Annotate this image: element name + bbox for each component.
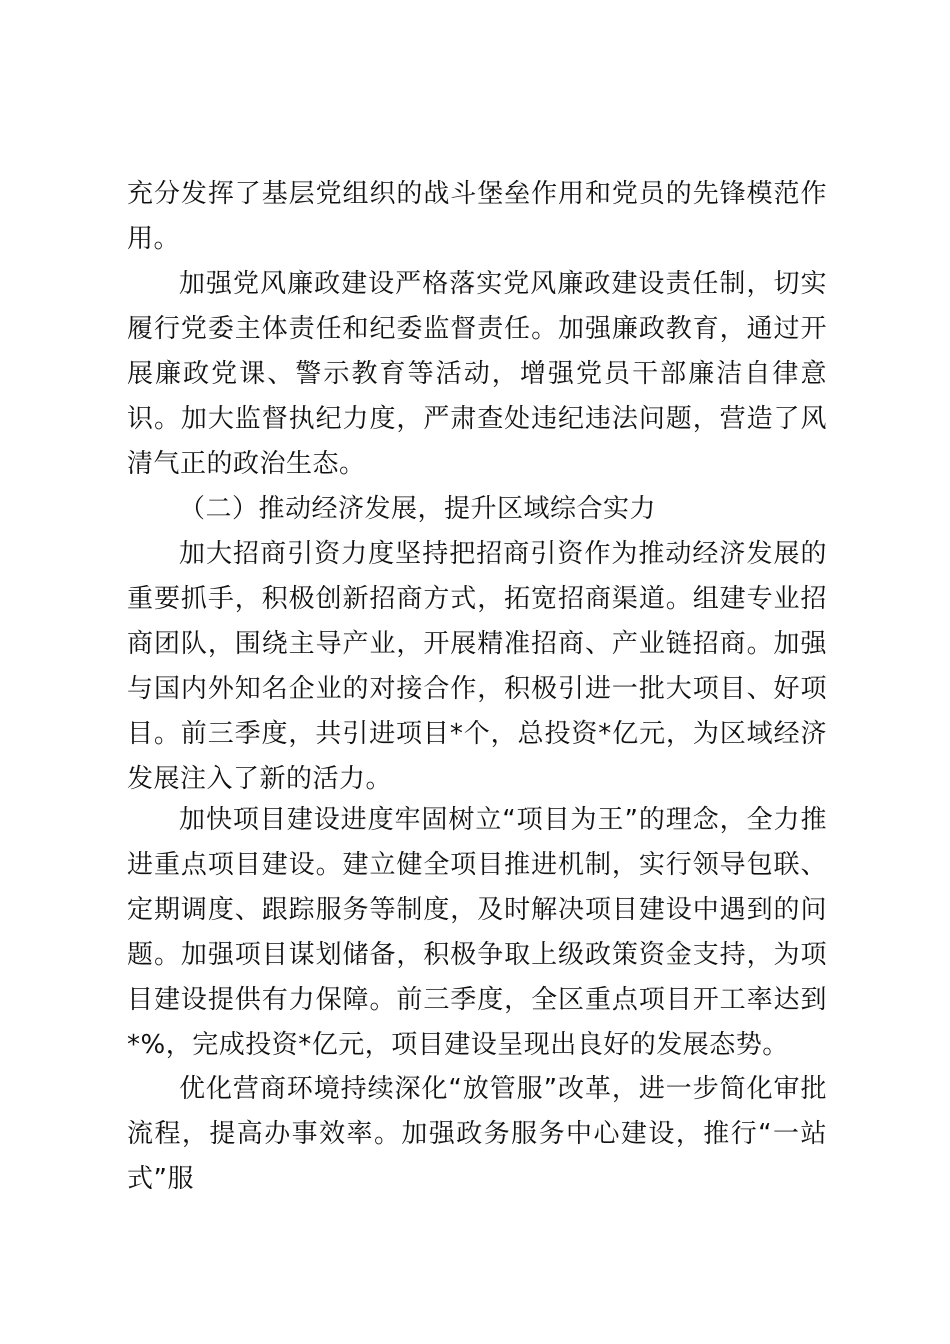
paragraph-business-environment: 优化营商环境持续深化“放管服”改革，进一步简化审批流程，提高办事效率。加强政务服务中心建设，推行“一站式”服 — [127, 1074, 827, 1194]
paragraph-continuation: 充分发挥了基层党组织的战斗堡垒作用和党员的先锋模范作用。 — [127, 179, 827, 254]
section-heading-economy: （二）推动经济发展，提升区域综合实力 — [179, 494, 657, 524]
paragraph-party-conduct: 加强党风廉政建设严格落实党风廉政建设责任制，切实履行党委主体责任和纪委监督责任。加强廉政教育，通过开展廉政党课、警示教育等活动，增强党员干部廉洁自律意识。加大监督执纪力度，严肃查处违纪违法问题，营造了风清气正的政治生态。 — [127, 269, 827, 479]
paragraph-project-construction: 加快项目建设进度牢固树立“项目为王”的理念，全力推进重点项目建设。建立健全项目推进机制，实行领导包联、定期调度、跟踪服务等制度，及时解决项目建设中遇到的问题。加强项目谋划储备，积极争取上级政策资金支持，为项目建设提供有力保障。前三季度，全区重点项目开工率达到*%，完成投资*亿元，项目建设呈现出良好的发展态势。 — [127, 805, 827, 1060]
paragraph-investment: 加大招商引资力度坚持把招商引资作为推动经济发展的重要抓手，积极创新招商方式，拓宽招商渠道。组建专业招商团队，围绕主导产业，开展精准招商、产业链招商。加强与国内外知名企业的对接合作，积极引进一批大项目、好项目。前三季度，共引进项目*个，总投资*亿元，为区域经济发展注入了新的活力。 — [127, 539, 827, 794]
